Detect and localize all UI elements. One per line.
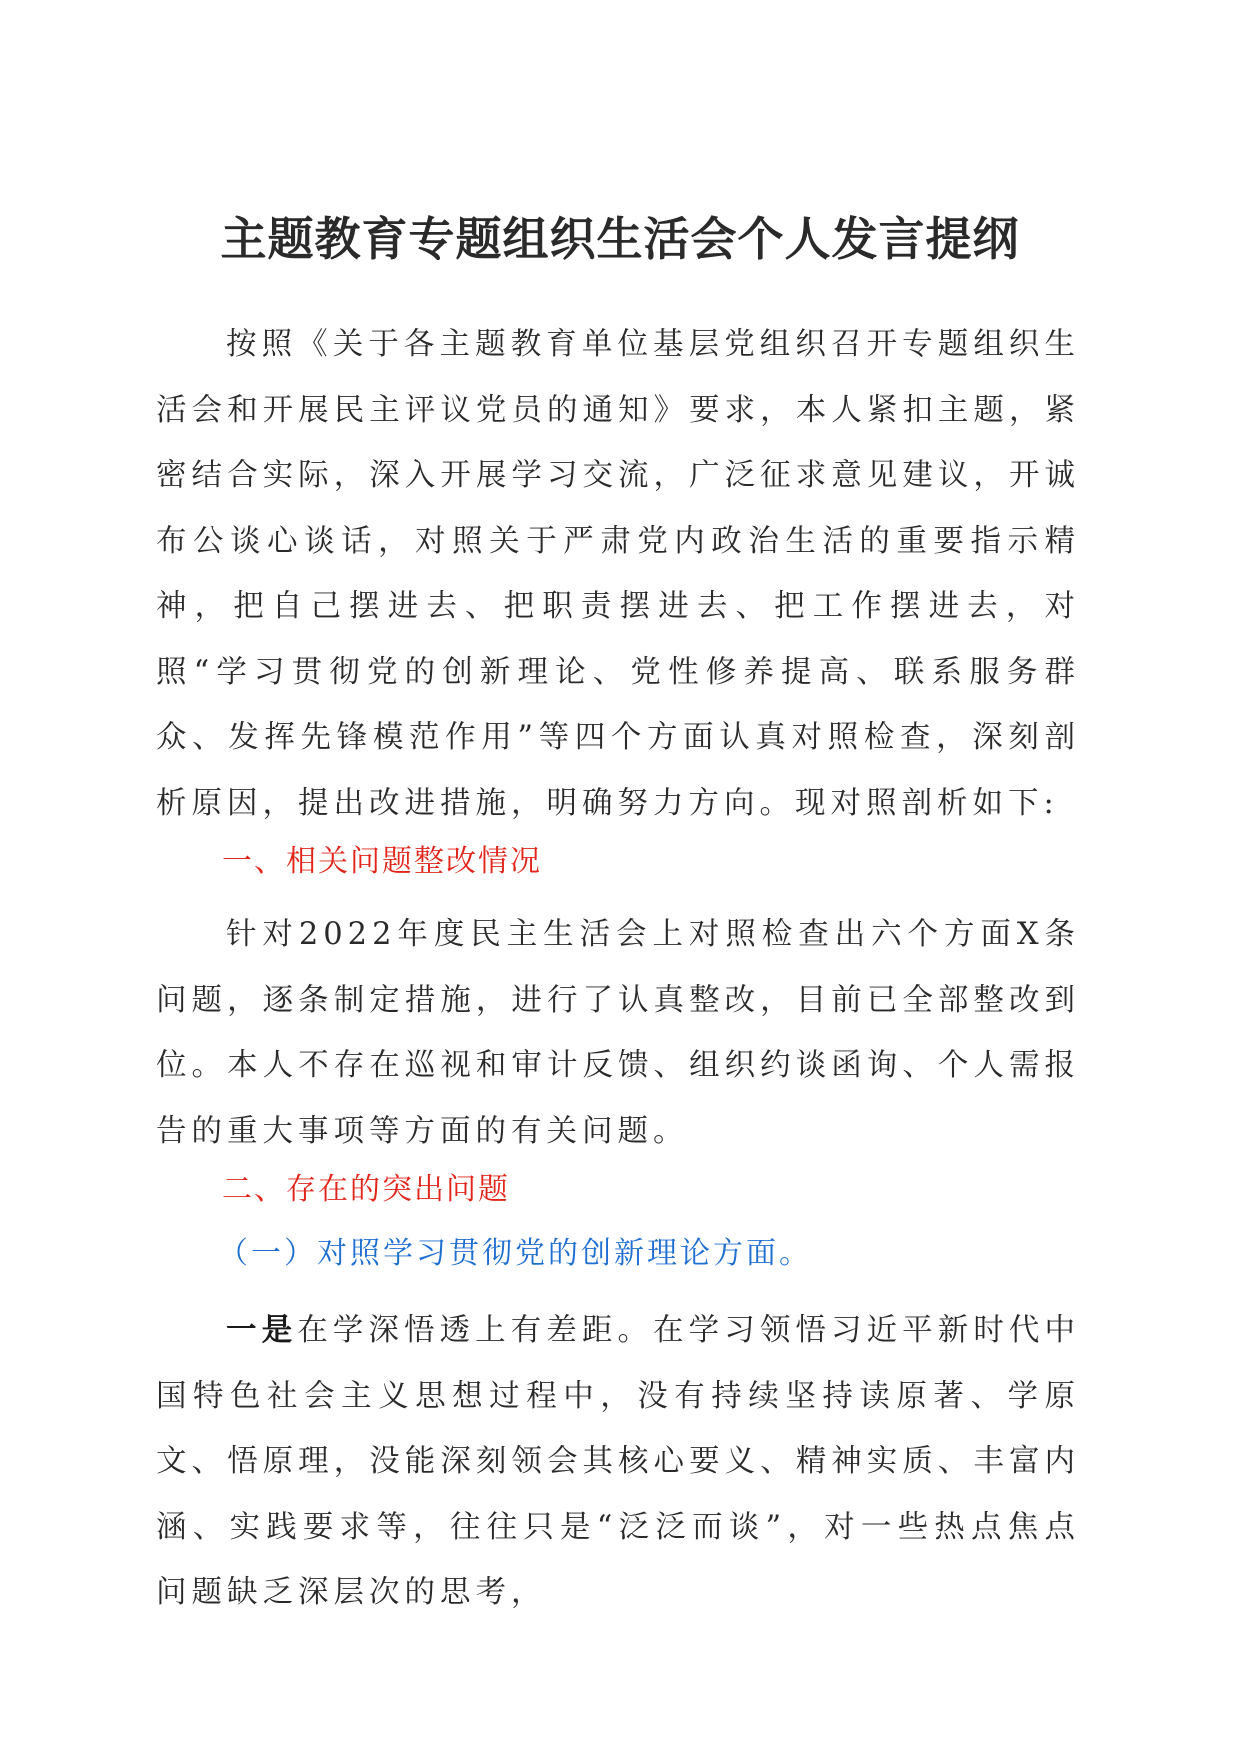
section-heading-2: 二、存在的突出问题 [222,1172,510,1207]
point1-lead: 一是 [226,1313,298,1348]
point1-text: 在学深悟透上有差距。在学习领悟习近平新时代中国特色社会主义思想过程中，没有持续坚持读原著、学原文、悟原理，没能深刻领会其核心要义、精神实质、丰富内涵、实践要求等，往往只是“泛泛而谈”，对一些热点焦点问题缺乏深层次的思考， [156,1313,1081,1610]
section1-paragraph: 针对2022年度民主生活会上对照检查出六个方面X条问题，逐条制定措施，进行了认真整改，目前已全部整改到位。本人不存在巡视和审计反馈、组织约谈函询、个人需报告的重大事项等方面的有关问题。 [156,917,1080,1149]
intro-paragraph: 按照《关于各主题教育单位基层党组织召开专题组织生活会和开展民主评议党员的通知》要求，本人紧扣主题，紧密结合实际，深入开展学习交流，广泛征求意见建议，开诚布公谈心谈话，对照关于严肃党内政治生活的重要指示精神，把自己摆进去、把职责摆进去、把工作摆进去，对照“学习贯彻党的创新理论、党性修养提高、联系服务群众、发挥先锋模范作用”等四个方面认真对照检查，深刻剖析原因，提出改进措施，明确努力方向。现对照剖析如下: [156,327,1080,821]
document-title: 主题教育专题组织生活会个人发言提纲 [220,212,1020,266]
subsection-heading-1: （一）对照学习贯彻党的创新理论方面。 [218,1236,812,1271]
section-heading-1: 一、相关问题整改情况 [222,844,542,879]
point1-paragraph [156,1298,1080,1626]
